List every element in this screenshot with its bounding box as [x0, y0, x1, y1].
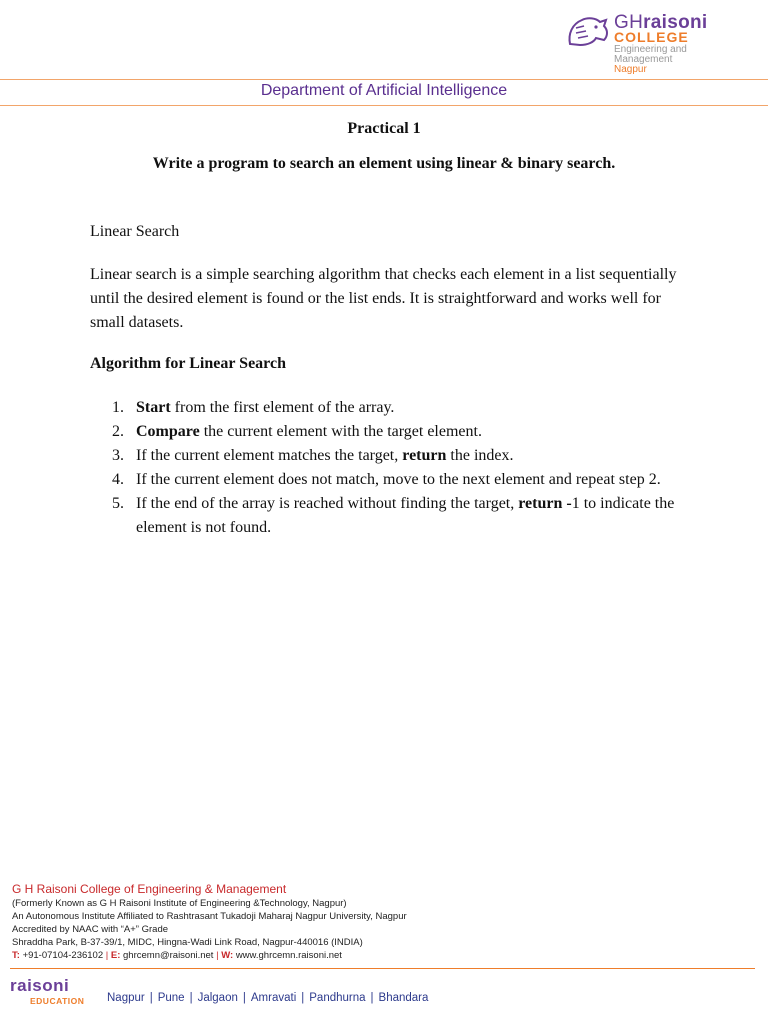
list-item: 1. Start from the first element of the array.: [112, 399, 395, 416]
phone-number: +91-07104-236102: [22, 950, 104, 961]
practical-title: Practical 1: [347, 120, 421, 137]
raisoni-brand: raisoni: [10, 976, 70, 995]
aim-statement: Write a program to search an element using linear & binary search.: [152, 155, 616, 172]
footer-accreditation: Accredited by NAAC with “A+” Grade: [12, 924, 169, 935]
section-heading: Linear Search: [90, 223, 180, 240]
footer-formerly: (Formerly Known as G H Raisoni Institute of Engineering &Technology, Nagpur): [12, 898, 347, 909]
list-item: 2. Compare the current element with the target element.: [112, 423, 482, 440]
list-item: 5. If the end of the array is reached without finding the target, return -1 to indicate the element is not found.: [112, 495, 675, 536]
department-title: Department of Artificial Intelligence: [260, 82, 508, 99]
intro-paragraph: Linear search is a simple searching algorithm that checks each element in a list sequentially until the desired element is found or the list ends. It is straightforward and works well for small datasets.: [90, 266, 677, 331]
header-divider-bottom: [0, 105, 768, 106]
algorithm-heading: Algorithm for Linear Search: [90, 355, 286, 372]
logo-subtitle: Engineering and Management Nagpur: [614, 44, 687, 75]
footer-college-name: G H Raisoni College of Engineering & Management: [12, 882, 287, 896]
list-item: 4. If the current element does not match, move to the next element and repeat step 2.: [112, 471, 661, 488]
footer-affiliation: An Autonomous Institute Affiliated to Rashtrasant Tukadoji Maharaj Nagpur University, Nagpur: [12, 911, 407, 922]
website-link[interactable]: www.ghrcemn.raisoni.net: [235, 950, 342, 961]
city-item: Pandhurna: [309, 992, 366, 1004]
footer-contact: T: +91-07104-236102 | E: ghrcemn@raisoni.net | W: www.ghrcemn.raisoni.net: [12, 950, 342, 961]
algorithm-steps: [90, 396, 680, 540]
city-item: Jalgaon: [197, 992, 238, 1004]
logo-college: COLLEGE: [614, 29, 689, 45]
header-divider: [0, 79, 768, 80]
email-link[interactable]: ghrcemn@raisoni.net: [123, 950, 214, 961]
logo-wordmark: GHraisoni: [614, 12, 708, 33]
list-item: 3. If the current element matches the target, return the index.: [112, 447, 514, 464]
campus-cities: Nagpur | Pune | Jalgaon | Amravati | Pandhurna | Bhandara: [107, 992, 429, 1004]
footer-address: Shraddha Park, B-37-39/1, MIDC, Hingna-Wadi Link Road, Nagpur-440016 (INDIA): [12, 937, 363, 948]
lion-emblem-icon: [566, 14, 610, 48]
footer-divider: [10, 968, 755, 969]
raisoni-education: EDUCATION: [30, 996, 85, 1006]
city-item: Nagpur: [107, 992, 145, 1004]
city-item: Amravati: [250, 992, 297, 1004]
city-item: Pune: [157, 992, 185, 1004]
college-logo: [566, 12, 762, 78]
city-item: Bhandara: [378, 992, 429, 1004]
